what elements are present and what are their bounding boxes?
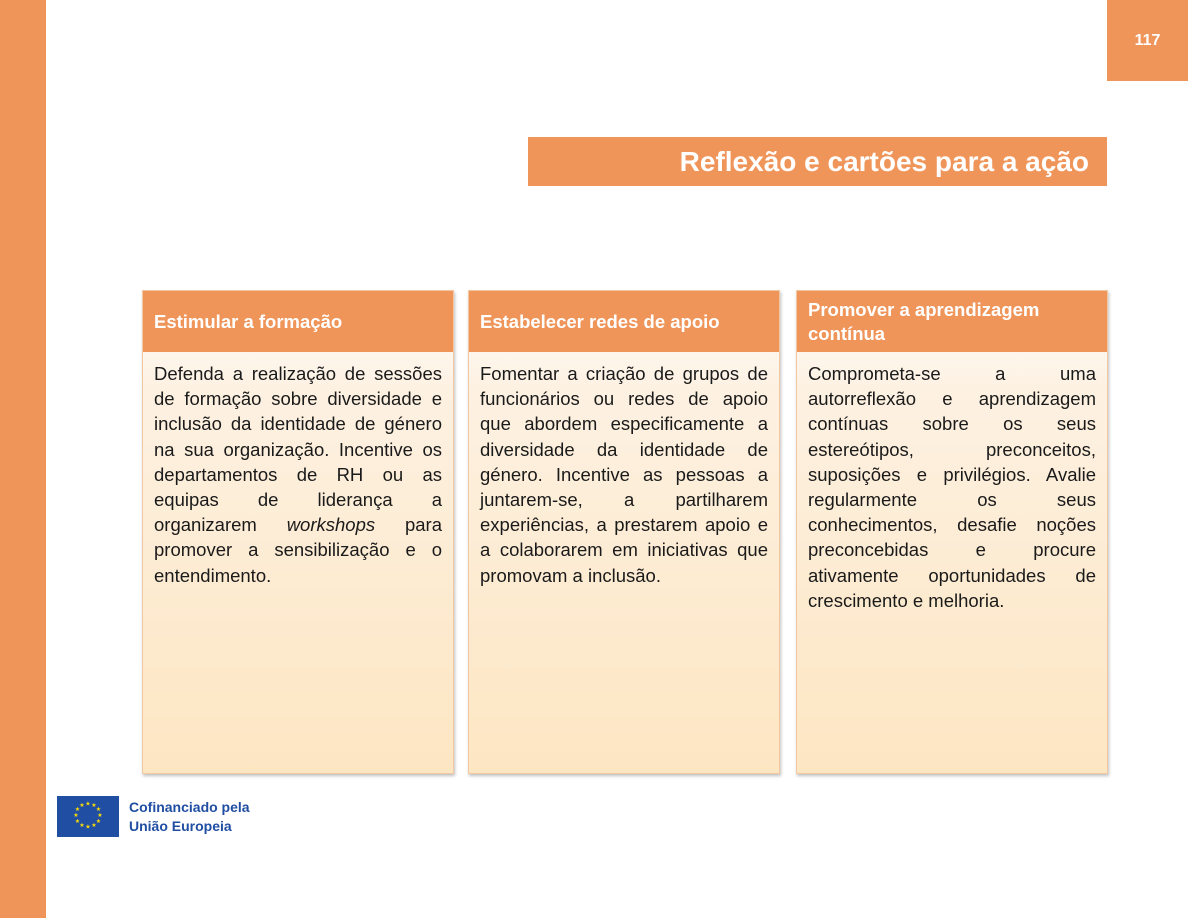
svg-text:★: ★ [79, 822, 85, 829]
card-body: Comprometa-se a uma autorreflexão e aprendizagem contínuas sobre os seus estereótipos, preconceitos, suposições e privilégios. Avalie regularmente os seus conhecimentos, desafie noções preconcebidas e procure ativamente oportunidades de crescimento e melhoria. [808, 363, 1096, 611]
svg-text:★: ★ [74, 818, 81, 825]
svg-text:★: ★ [74, 806, 81, 813]
section-title-banner [528, 137, 1107, 186]
eu-label-line2: União Europeia [129, 818, 232, 834]
card-body-text-1: Defenda a realização de sessões de formação sobre diversidade e inclusão da identidade de género na sua organização. Incentive os departamentos de RH ou as equipas de liderança a organizarem [154, 363, 442, 536]
card-body-text-2: para promover a sensibilização e o entendimento. [154, 514, 443, 586]
svg-text:★: ★ [95, 818, 102, 825]
svg-text:★: ★ [95, 806, 102, 813]
page-number [1107, 0, 1188, 81]
card-body-emphasis: workshops [286, 514, 376, 536]
card-heading [469, 291, 779, 352]
svg-text:★: ★ [73, 812, 79, 819]
eu-flag-icon [57, 796, 119, 837]
card-continuous-learning [796, 290, 1108, 774]
section-title: Reflexão e cartões para a ação [679, 145, 1089, 177]
left-accent-bar [0, 0, 46, 918]
card-training [142, 290, 454, 774]
card-body: Fomentar a criação de grupos de funcionários ou redes de apoio que abordem especificamente a diversidade da identidade de género. Incentive as pessoas a juntarem-se, a partilharem experiências, a prestarem apoio e a colaborarem em iniciativas que promovam a inclusão. [480, 363, 768, 586]
svg-text:★: ★ [91, 822, 97, 829]
card-heading-label: Estimular a formação [154, 310, 343, 332]
eu-label-line1: Cofinanciado pela [129, 799, 250, 815]
svg-text:★: ★ [97, 812, 103, 819]
card-support-networks [468, 290, 780, 774]
svg-text:★: ★ [91, 802, 97, 809]
card-heading [797, 291, 1107, 352]
card-heading-label: Promover a aprendizagem contínua [808, 298, 1040, 344]
page-number-label: 117 [1134, 31, 1161, 49]
svg-text:★: ★ [79, 802, 85, 809]
card-heading-label: Estabelecer redes de apoio [480, 310, 720, 332]
eu-cofunding-label [129, 798, 250, 836]
card-heading [143, 291, 453, 352]
svg-text:★: ★ [85, 823, 91, 831]
card-body [143, 352, 453, 588]
svg-text:★: ★ [85, 800, 91, 808]
